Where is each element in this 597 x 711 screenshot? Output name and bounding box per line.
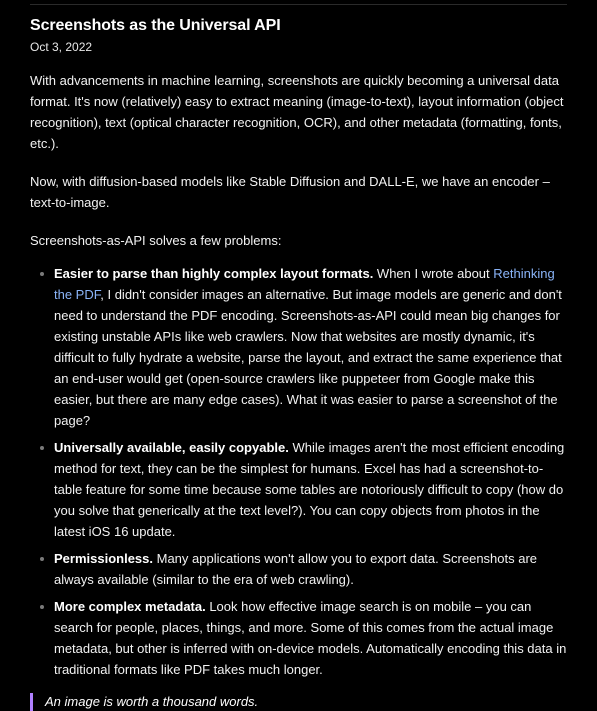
rethinking-the-pdf-link[interactable]: Rethinking the PDF [54, 266, 555, 302]
list-item [54, 437, 570, 542]
article-date: Oct 3, 2022 [30, 40, 93, 54]
list-item [54, 596, 570, 680]
top-divider [30, 4, 567, 5]
list-item-text: , I didn't consider images an alternative. But image models are generic and don't need to understand the PDF encoding. Screenshots-as-API could mean big changes for existing unstable APIs like web crawlers. Now that websites are mostly dynamic, it's difficult to fully hydrate a website, parse the layout, and extract the same experience that an end-user would get (open-source crawlers like puppeteer from Google make this easier, but there are many edge cases). What it was easier to parse a screenshot of the page? [54, 287, 562, 428]
list-item-text: While images aren't the most efficient encoding method for text, they can be the simplest for humans. Excel has had a screenshot-to-table feature for some time because some tables are notoriously difficult to copy (how do you solve that generically at the text level?). You can copy objects from photos in the latest iOS 16 update. [54, 440, 565, 539]
list-item-heading: More complex metadata. [54, 599, 206, 614]
paragraph-intro: With advancements in machine learning, screenshots are quickly becoming a universal data format. It's now (relatively) easy to extract meaning (image-to-text), layout information (object recognition), text (optical character recognition, OCR), and other metadata (formatting, fonts, etc.). [30, 73, 564, 151]
bullet-dot-icon [40, 557, 44, 561]
bullet-dot-icon [40, 446, 44, 450]
list-item-text: Look how effective image search is on mobile – you can search for people, places, things, and more. Some of this comes from the actual image metadata, but other is inferred with on-device models. Automatically encoding this data in traditional formats like PDF takes much longer. [54, 599, 567, 677]
bullet-dot-icon [40, 605, 44, 609]
list-item [54, 548, 570, 590]
paragraph-diffusion: Now, with diffusion-based models like Stable Diffusion and DALL-E, we have an encoder – text-to-image. [30, 174, 550, 210]
article-title: Screenshots as the Universal API [30, 17, 281, 34]
list-item-heading: Permissionless. [54, 551, 153, 566]
list-item-text: Many applications won't allow you to export data. Screenshots are always available (similar to the era of web crawling). [54, 551, 538, 587]
pull-quote: An image is worth a thousand words. [30, 693, 570, 711]
bullet-dot-icon [40, 272, 44, 276]
list-item-heading: Universally available, easily copyable. [54, 440, 289, 455]
article [30, 15, 570, 711]
list-item-text: When I wrote about [373, 266, 494, 281]
list-item-heading: Easier to parse than highly complex layout formats. [54, 266, 374, 281]
paragraph-problems-lead: Screenshots-as-API solves a few problems: [30, 233, 282, 248]
problems-list [30, 263, 570, 680]
list-item [54, 263, 570, 431]
